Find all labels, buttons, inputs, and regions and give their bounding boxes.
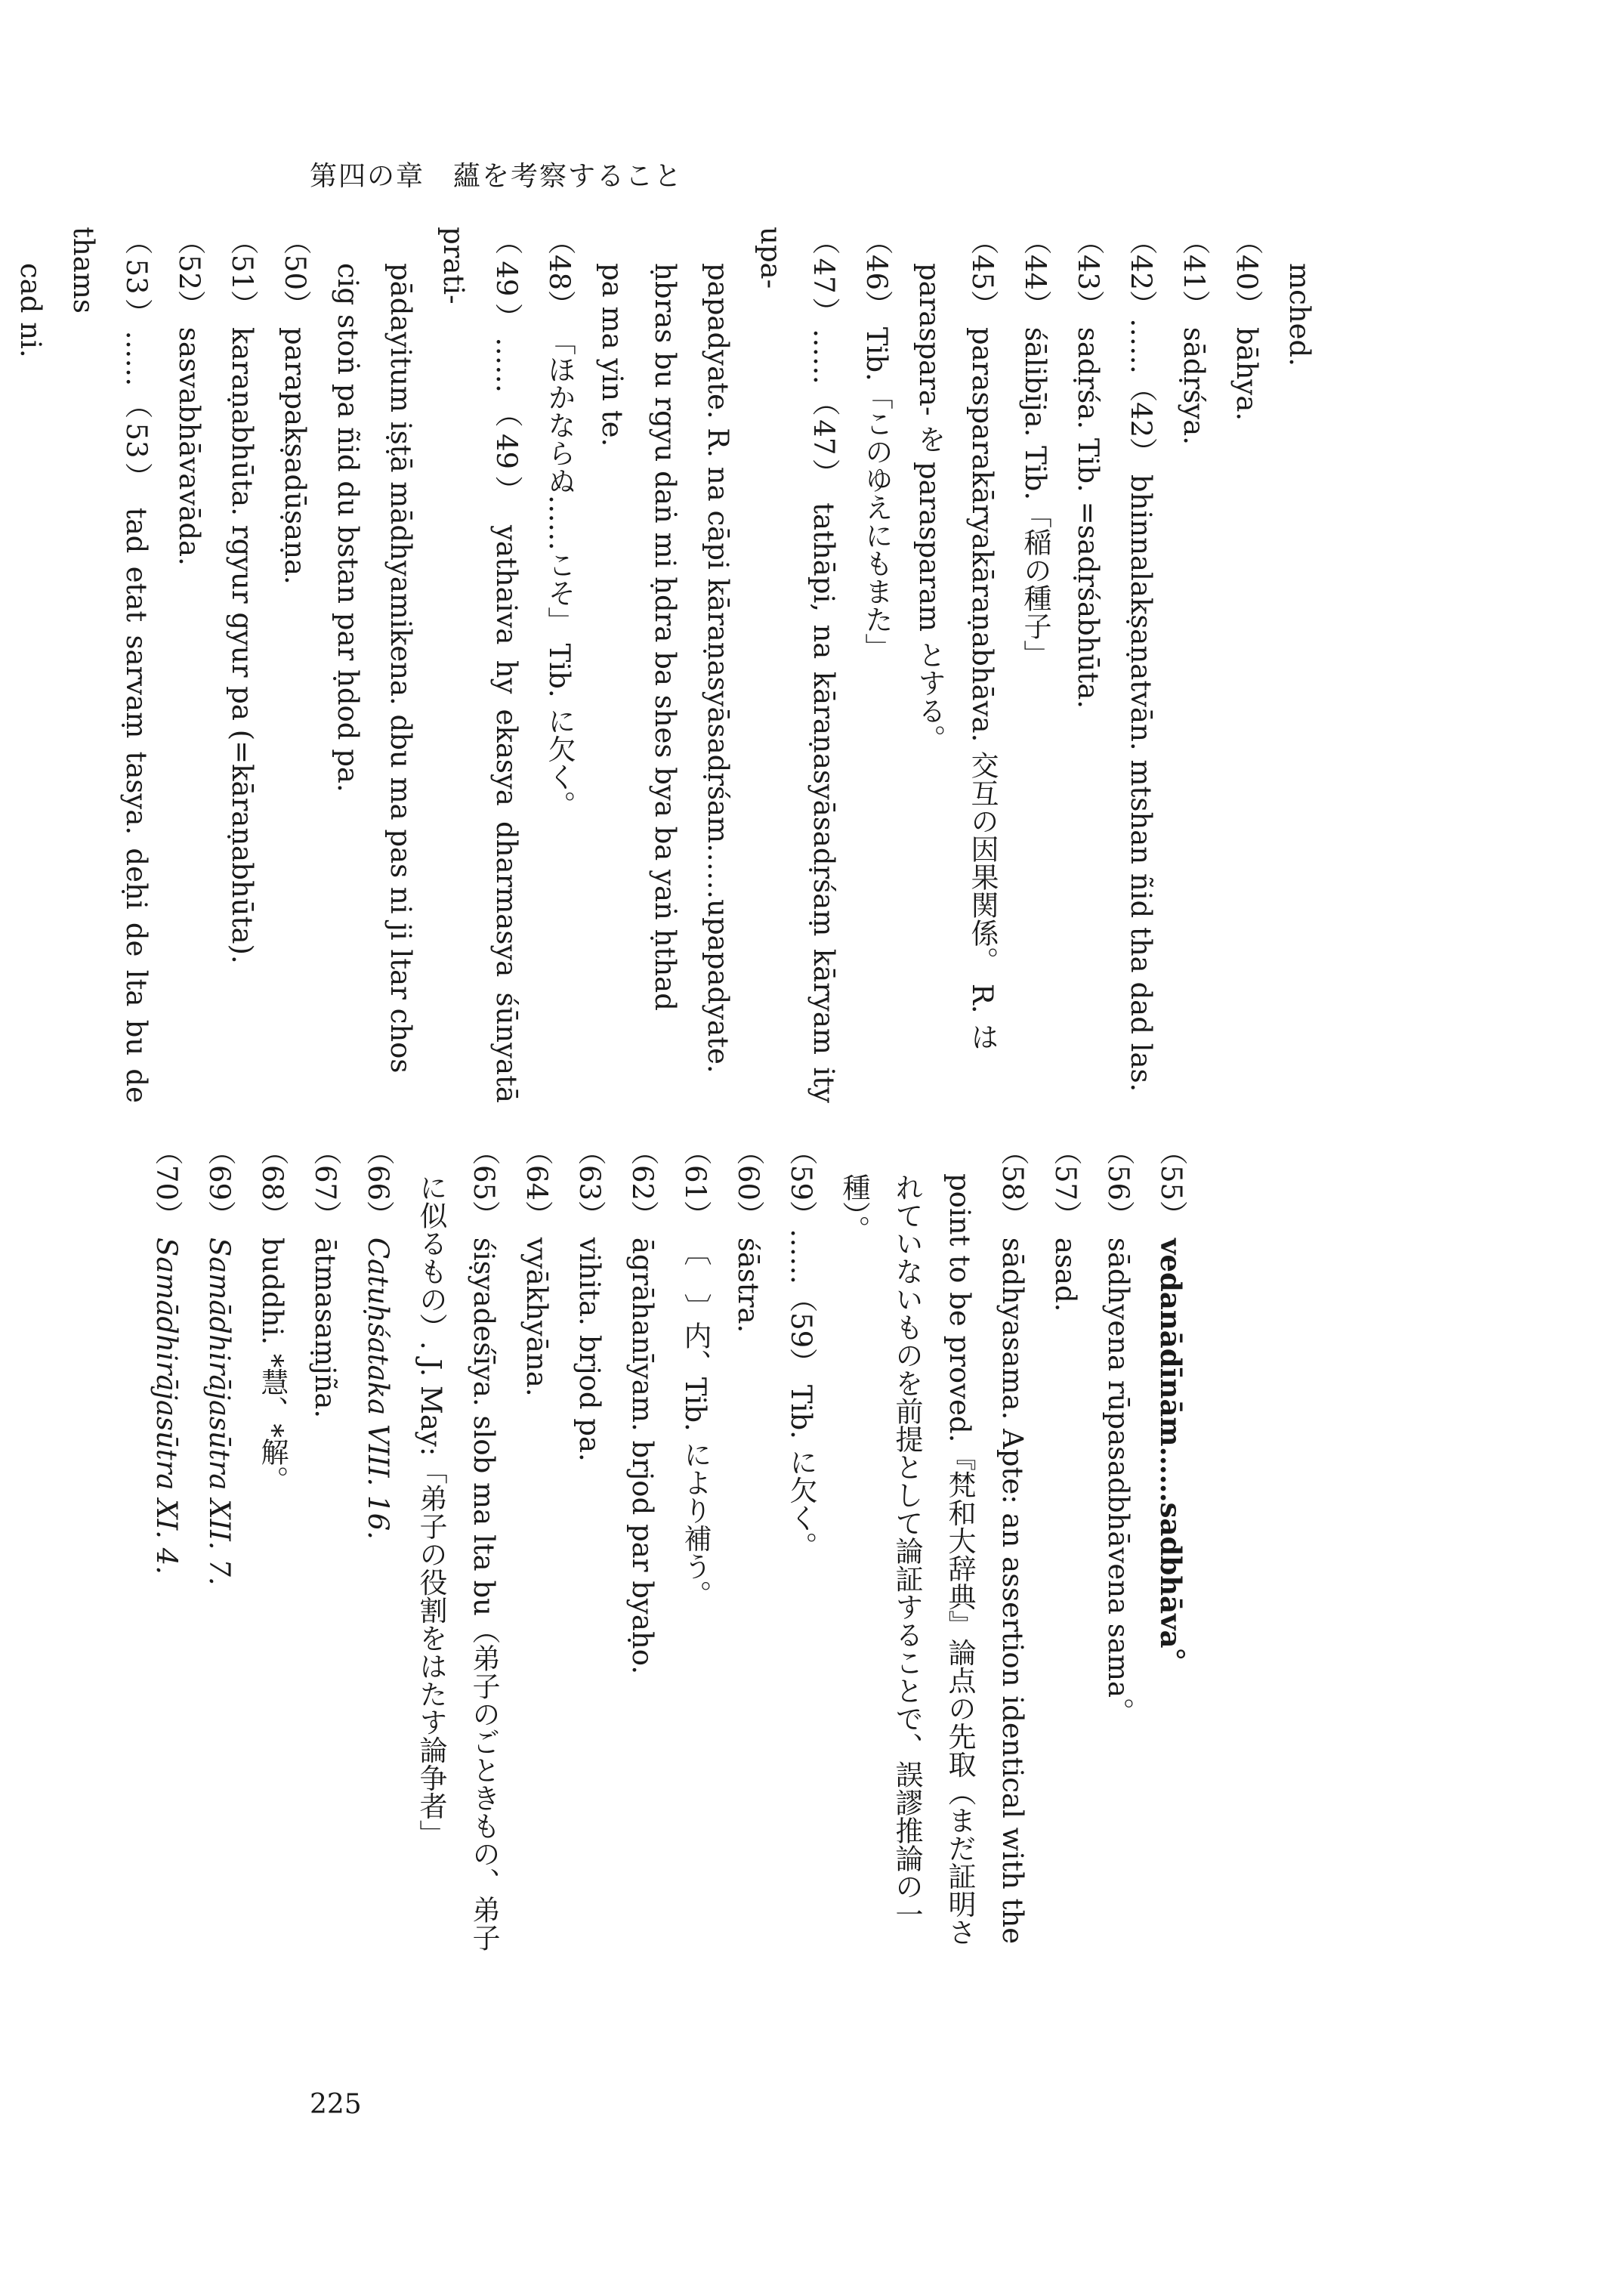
note-line: [563, 1137, 616, 2006]
note-text: parapakṣadūṣaṇa.: [279, 318, 311, 585]
note-line: [986, 1137, 1039, 2006]
note-line: [1167, 227, 1220, 1103]
note-number: （50）: [279, 227, 311, 319]
note-line: [774, 1137, 827, 2006]
note-line: [956, 227, 1008, 1103]
note-number: （52）: [173, 227, 205, 319]
note-number: （64）: [520, 1137, 553, 1229]
note-line: [880, 1137, 933, 2006]
note-line: [827, 1137, 880, 2006]
note-text: śālibīja. Tib.「稲の種子」: [1019, 318, 1051, 669]
note-number: （62）: [626, 1137, 659, 1229]
note-line: [457, 1137, 510, 2006]
note-line: [140, 1137, 193, 2006]
note-number: （45）: [966, 227, 999, 319]
note-line: [1220, 227, 1273, 1103]
note-text: ḥbras bu rgyu daṅ mi ḥdra ba shes bya ba yaṅ ḥthad: [649, 263, 681, 1011]
note-number: （60）: [732, 1137, 764, 1229]
note-text: Catuḥśataka VIII. 16.: [362, 1228, 394, 1540]
note-text: asad.: [1049, 1228, 1082, 1312]
note-text: Tib. に欠く。: [785, 1376, 817, 1560]
note-text: parasparakāryakāraṇabhāva. 交互の因果関係。 R. は: [966, 318, 999, 1051]
note-text: Samādhirājasūtra XI. 4.: [150, 1228, 183, 1575]
note-line: [1061, 227, 1114, 1103]
note-number: （66）: [362, 1137, 394, 1229]
notes-lower-block: [140, 1137, 1197, 2006]
note-line: [215, 227, 268, 1103]
note-line: [162, 227, 215, 1103]
note-text: sādṛśya.: [1178, 318, 1210, 445]
note-number: （42）……（42）: [1125, 227, 1157, 466]
note-number: （49）……（49）: [490, 227, 523, 510]
note-line: [933, 1137, 986, 2006]
note-line: [668, 1137, 721, 2006]
note-line: [374, 227, 427, 1103]
note-text: āgrāhanīyam. brjod par byaḥo.: [626, 1228, 659, 1675]
note-number: （58）: [996, 1137, 1029, 1229]
note-line: [638, 227, 691, 1103]
note-line: [1114, 227, 1167, 1103]
note-text: cig stoṅ pa ñid du bstan par ḥdod pa.: [332, 263, 364, 793]
note-line: [1091, 1137, 1144, 2006]
note-text: mched.: [1283, 263, 1316, 367]
note-text: bhinnalakṣaṇatvān. mtshan ñid tha dad las.: [1125, 465, 1157, 1092]
note-number: （61）: [679, 1137, 712, 1229]
note-line: [533, 227, 585, 1103]
note-text: pādayitum iṣṭā mādhyamikena. dbu ma pas ni ji ltar chos: [384, 263, 417, 1074]
note-number: （63）: [573, 1137, 606, 1229]
note-number: （59）……（59）: [785, 1137, 817, 1377]
note-number: （69）: [203, 1137, 236, 1229]
note-text: yathaiva hy ekasya dharmasya śūnyatā prati-: [437, 227, 523, 1103]
note-line: [903, 227, 956, 1103]
note-text: 「ほかならぬ……こそ」 Tib. に欠く。: [543, 318, 576, 819]
note-text: buddhi. *慧、*解。: [256, 1228, 289, 1494]
note-line: [57, 227, 162, 1103]
note-text: pa ma yin te.: [596, 263, 628, 447]
note-text: に似るもの）. J. May:「弟子の役割をはたす論争者」: [415, 1173, 447, 1848]
note-number: （53）……（53）: [120, 227, 153, 495]
note-text: cad ni.: [14, 263, 47, 358]
note-line: [510, 1137, 563, 2006]
note-line: [0, 227, 4, 1103]
note-line: [321, 227, 374, 1103]
note-number: （41）: [1178, 227, 1210, 319]
note-line: [404, 1137, 457, 2006]
note-number: （55）: [1155, 1137, 1187, 1229]
note-text: 〔 〕内、Tib. により補う。: [679, 1228, 712, 1608]
note-text: śiṣyadeśīya. slob ma lta bu（弟子のごときもの、弟子: [468, 1228, 500, 1951]
note-line: [193, 1137, 245, 2006]
note-number: （48）: [543, 227, 576, 319]
note-number: （57）: [1049, 1137, 1082, 1229]
note-number: （68）: [256, 1137, 289, 1229]
note-line: [4, 227, 57, 1103]
note-text: Tib.「このゆえにもまた」: [860, 318, 893, 661]
note-line: [585, 227, 638, 1103]
note-text: ātmasaṃjña.: [309, 1228, 341, 1419]
note-text: vihita. brjod pa.: [573, 1228, 606, 1462]
notes-upper-block: [0, 227, 1326, 1103]
note-text: Samādhirājasūtra XII. 7.: [203, 1228, 236, 1586]
note-line: [351, 1137, 404, 2006]
note-line: [1273, 227, 1326, 1103]
note-text: れていないものを前提として論証することで、誤謬推論の一: [891, 1173, 923, 1929]
note-line: [616, 1137, 668, 2006]
note-line: [1008, 227, 1061, 1103]
note-number: （47）……（47）: [807, 227, 840, 490]
note-line: [850, 227, 903, 1103]
running-head: 第四の章 蘊を考察すること: [310, 161, 684, 192]
note-number: （46）: [860, 227, 893, 319]
note-text: point to be proved.『梵和大辞典』論点の先取（まだ証明さ: [943, 1173, 976, 1946]
note-line: [1144, 1137, 1197, 2006]
note-text: sadṛśa. Tib. =sadṛśabhūta.: [1072, 318, 1104, 709]
note-number: （51）: [226, 227, 258, 319]
note-line: [427, 227, 533, 1103]
note-text: sasvabhāvavāda.: [173, 318, 205, 566]
note-text: tad etat sarvaṃ tasya. deḥi de lta bu de thams: [67, 227, 153, 1103]
note-line: [744, 227, 850, 1103]
note-line: [1039, 1137, 1091, 2006]
note-number: （70）: [150, 1137, 183, 1229]
note-number: （44）: [1019, 227, 1051, 319]
note-number: （40）: [1230, 227, 1263, 319]
note-text: sādhyasama. Apte: an assertion identical with the: [996, 1228, 1029, 1945]
note-text: tathāpi, na kāraṇasyāsadṛśaṃ kāryam ity upa-: [755, 227, 840, 1104]
note-text: śāstra.: [732, 1228, 764, 1333]
note-text: vyākhyāna.: [520, 1228, 553, 1397]
note-text: karaṇabhūta. rgyur gyur pa (=kāraṇabhūta).: [226, 318, 258, 964]
note-text: paraspara- を parasparam とする。: [913, 263, 946, 752]
note-number: （56）: [1102, 1137, 1135, 1229]
note-number: （65）: [468, 1137, 500, 1229]
note-line: [298, 1137, 351, 2006]
page-number: 225: [310, 2089, 362, 2120]
note-line: [721, 1137, 774, 2006]
note-text: 種）。: [838, 1173, 870, 1244]
note-line: [691, 227, 744, 1103]
note-line: [245, 1137, 298, 2006]
note-number: （67）: [309, 1137, 341, 1229]
note-number: （43）: [1072, 227, 1104, 319]
note-text: sādhyena rūpasadbhāvena sama。: [1102, 1228, 1135, 1726]
note-text: bāhya.: [1230, 318, 1263, 422]
note-line: [268, 227, 321, 1103]
note-text: vedanādīnām……sadbhāva。: [1154, 1228, 1187, 1676]
note-text: papadyate. R. na cāpi kāraṇasyāsadṛśam……upapadyate.: [702, 263, 734, 1074]
